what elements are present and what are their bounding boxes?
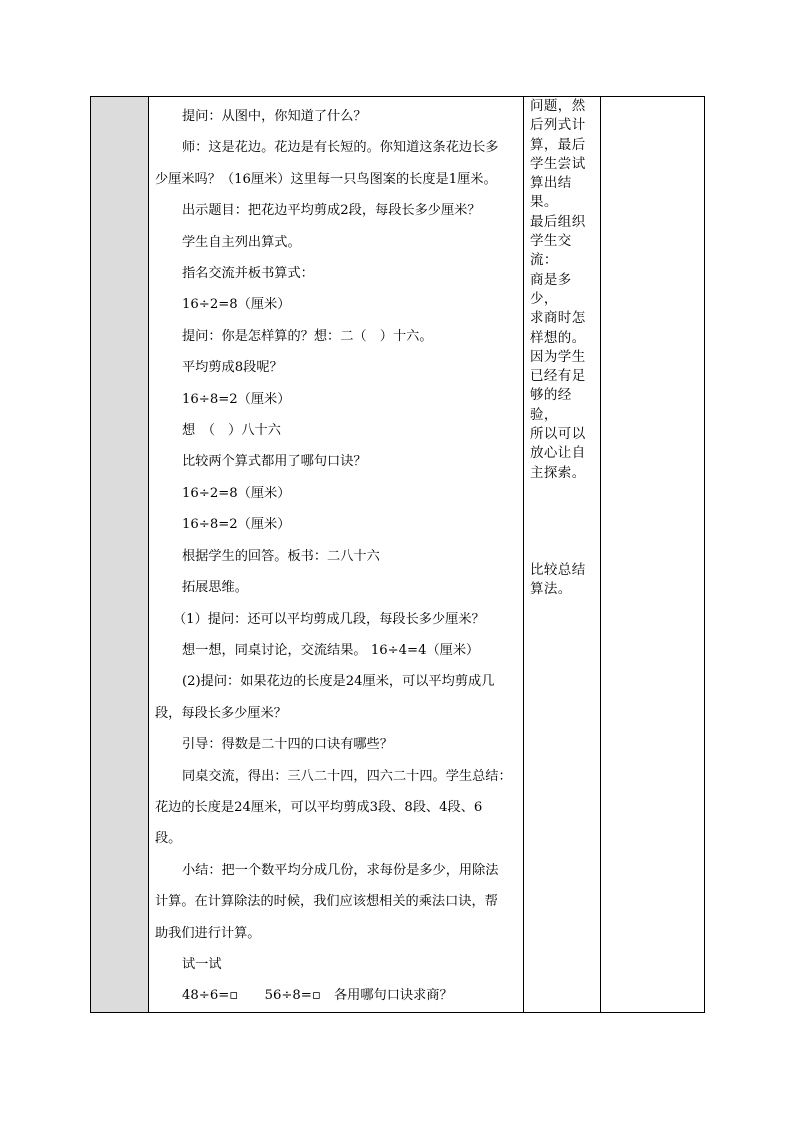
- note-line: 所以可以: [530, 426, 586, 443]
- process-line: 48÷6=▫ 56÷8=▫ 各用哪句口诀求商？: [182, 988, 453, 1004]
- note-line: 已经有足: [530, 368, 586, 385]
- note-line: 放心让自: [530, 445, 586, 462]
- process-line: 段，每段长多少厘米？: [155, 705, 287, 721]
- note-line: 比较总结: [530, 561, 586, 578]
- note-line: 样想的。: [530, 329, 586, 346]
- process-line: 16÷8=2（厘米）: [182, 517, 291, 533]
- note-line: 最后组织: [530, 213, 586, 230]
- design-intent-text: [524, 97, 600, 600]
- process-line: 平均剪成8段呢？: [182, 360, 283, 376]
- process-line: 引导：得数是二十四的口诀有哪些？: [182, 737, 393, 753]
- label-cell: [91, 97, 149, 1013]
- process-line: 师：这是花边。花边是有长短的。你知道这条花边长多: [182, 140, 499, 156]
- note-line: 求商时怎: [530, 310, 586, 327]
- process-line: 16÷2=8（厘米）: [182, 297, 291, 313]
- note-line: 算出结果。: [530, 175, 572, 211]
- process-line: （1）提问：还可以平均剪成几段，每段长多少厘米？: [173, 611, 485, 627]
- note-line: 因为学生: [530, 348, 586, 365]
- process-line: 学生自主列出算式。: [182, 234, 301, 250]
- note-spacer: [530, 483, 592, 561]
- note-line: 学生尝试: [530, 155, 586, 172]
- empty-cell: [601, 97, 705, 1013]
- process-line: 同桌交流，得出：三八二十四，四六二十四。学生总结：: [182, 768, 512, 784]
- process-line: (2)提问：如果花边的长度是24厘米，可以平均剪成几: [182, 674, 495, 690]
- teaching-process-text: [149, 97, 523, 1012]
- table-row: [91, 97, 705, 1013]
- process-line: 试一试: [182, 956, 222, 972]
- process-line: 提问：从图中，你知道了什么？: [182, 109, 367, 124]
- process-line: 出示题目：把花边平均剪成2段，每段长多少厘米？: [182, 203, 481, 219]
- note-line: 算法。: [530, 581, 572, 598]
- process-line: 提问：你是怎样算的？想：二（ ）十六。: [182, 328, 433, 344]
- note-line: 学生交流：: [530, 233, 572, 269]
- process-line: 想一想，同桌讨论，交流结果。 16÷4=4（厘米）: [182, 642, 480, 658]
- lesson-plan-table: [90, 96, 705, 1013]
- note-line: 商是多少，: [530, 271, 572, 307]
- process-line: 拓展思维。: [182, 580, 248, 596]
- process-line: 16÷2=8（厘米）: [182, 485, 291, 501]
- process-line: 16÷8=2（厘米）: [182, 391, 291, 407]
- process-line: 少厘米吗？（16厘米）这里每一只鸟图案的长度是1厘米。: [155, 171, 497, 187]
- process-line: 助我们进行计算。: [155, 925, 261, 941]
- note-line: 够的经验，: [530, 387, 572, 423]
- teaching-process-cell: [149, 97, 524, 1013]
- process-line: 比较两个算式都用了哪句口诀？: [182, 454, 367, 470]
- process-line: 花边的长度是24厘米，可以平均剪成3段、8段、4段、6: [155, 799, 483, 815]
- process-line: 根据学生的回答。板书：二八十六: [182, 548, 380, 564]
- process-line: 想 （ ）八十六: [182, 423, 281, 439]
- design-intent-cell: [524, 97, 601, 1013]
- process-line: 段。: [155, 831, 182, 847]
- process-line: 小结：把一个数平均分成几份，求每份是多少，用除法: [182, 862, 499, 878]
- process-line: 计算。在计算除法的时候，我们应该想相关的乘法口诀，帮: [155, 894, 498, 910]
- note-line: 问题，然: [530, 98, 586, 114]
- note-line: 算，最后: [530, 136, 586, 153]
- note-line: 后列式计: [530, 117, 586, 134]
- process-line: 指名交流并板书算式：: [182, 266, 314, 282]
- note-line: 主探索。: [530, 464, 586, 481]
